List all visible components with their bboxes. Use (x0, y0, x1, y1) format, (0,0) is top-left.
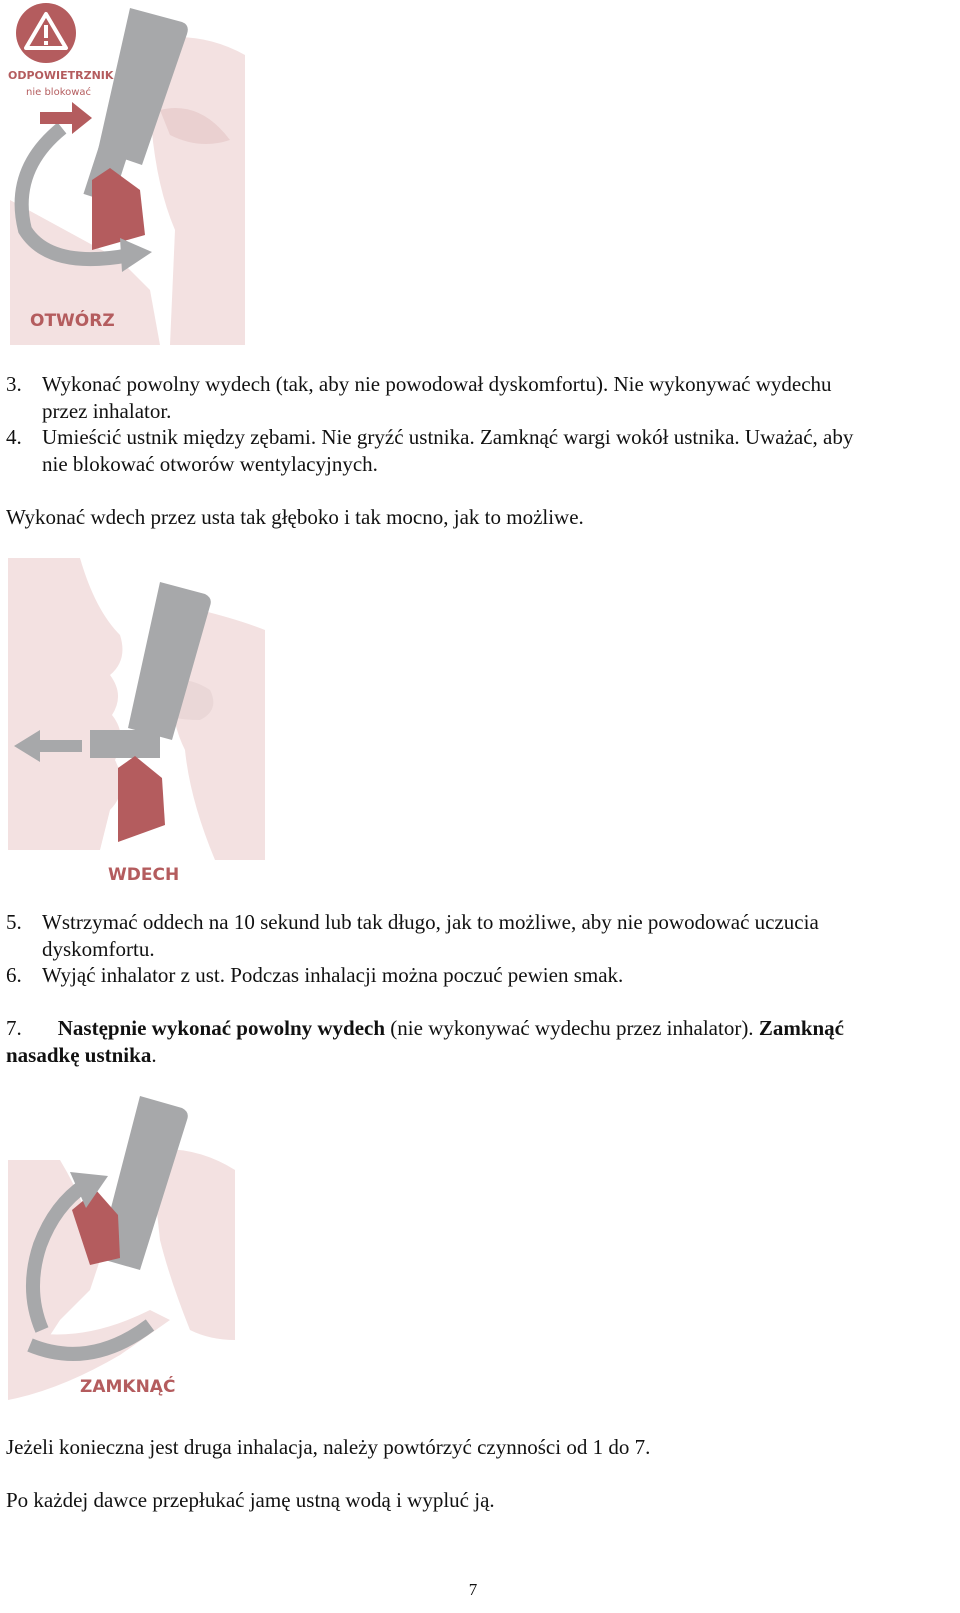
step-7-line-cont (6, 1042, 157, 1069)
step-6-text: Wyjąć inhalator z ust. Podczas inhalacji można poczuć pewien smak. (42, 963, 624, 987)
step-7-bold-close: Zamknąć (758, 1016, 844, 1040)
step-7-end: . (151, 1043, 157, 1067)
step-7-bold-exhale: Następnie wykonać powolny wydech (57, 1016, 386, 1040)
rinse-mouth-note: Po każdej dawce przepłukać jamę ustną wodą i wypluć ją. (6, 1488, 495, 1512)
step-5-number: 5. (6, 910, 22, 934)
step-4-number: 4. (6, 425, 22, 449)
open-caption: OTWÓRZ (30, 311, 115, 331)
step-3-number: 3. (6, 372, 22, 396)
step-4-text: Umieścić ustnik między zębami. Nie gryźć ustnika. Zamknąć wargi wokół ustnika. Uważać, aby (42, 425, 854, 449)
vent-warning-label: ODPOWIETRZNIK (8, 69, 114, 82)
second-inhalation-note: Jeżeli konieczna jest druga inhalacja, należy powtórzyć czynności od 1 do 7. (6, 1435, 651, 1459)
step-5-text-cont: dyskomfortu. (42, 937, 155, 961)
warning-icon (16, 3, 76, 63)
inhale-caption: WDECH (108, 865, 180, 885)
step-5-text: Wstrzymać oddech na 10 sekund lub tak długo, jak to możliwe, aby nie powodować uczucia (42, 910, 819, 934)
step-7-line (6, 1015, 844, 1042)
close-caption: ZAMKNĄĆ (80, 1377, 176, 1397)
step-7-note: (nie wykonywać wydechu przez inhalator). (385, 1016, 759, 1040)
step-6-number: 6. (6, 963, 22, 987)
step-4-text-cont: nie blokować otworów wentylacyjnych. (42, 452, 378, 476)
step-3-text: Wykonać powolny wydech (tak, aby nie powodował dyskomfortu). Nie wykonywać wydechu (42, 372, 832, 396)
page-number: 7 (468, 1580, 478, 1599)
step-7-bold-cap: nasadkę ustnika (6, 1043, 152, 1067)
close-illustration (0, 1090, 260, 1410)
open-illustration (0, 0, 260, 345)
inhale-illustration (0, 550, 280, 890)
step-7-number: 7. (6, 1016, 22, 1040)
step-3-text-cont: przez inhalator. (42, 399, 172, 423)
inhale-instruction: Wykonać wdech przez usta tak głęboko i tak mocno, jak to możliwe. (6, 505, 584, 529)
vent-warning-sublabel: nie blokować (26, 87, 92, 98)
